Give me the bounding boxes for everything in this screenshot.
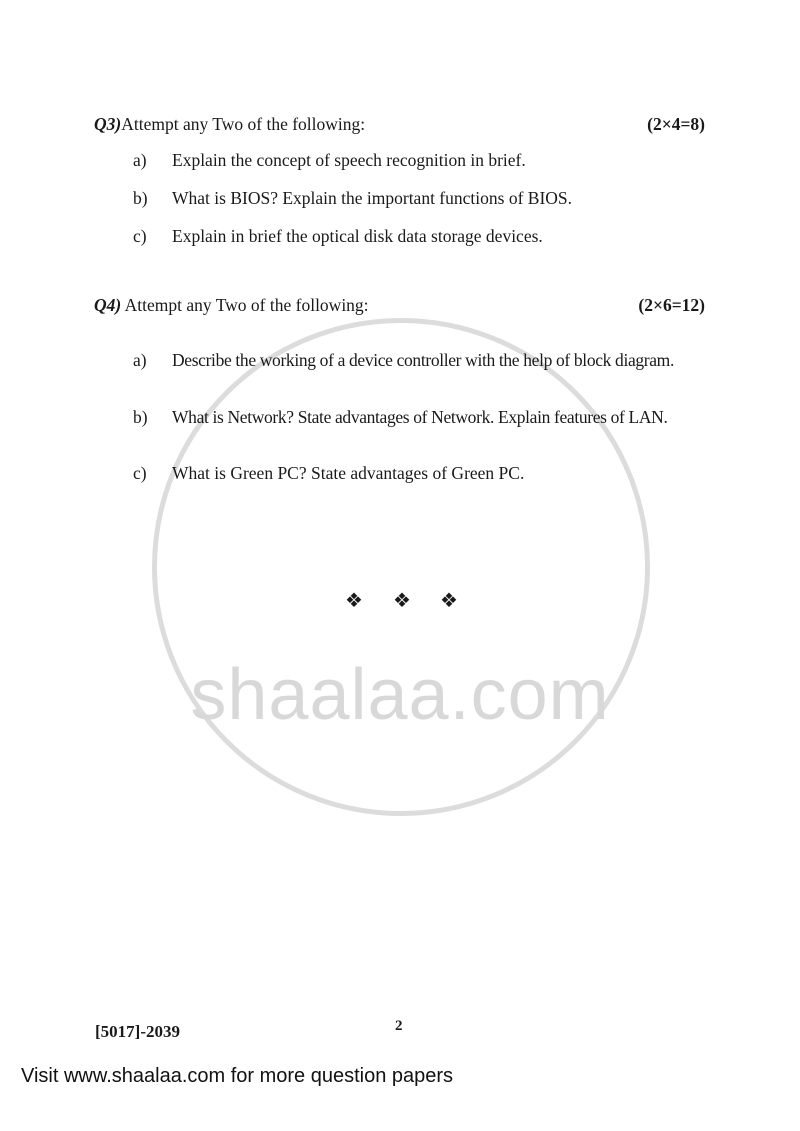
q4-item-label: a) [133,350,147,370]
q4-item-label: c) [133,463,147,483]
q3-item-label: a) [133,150,147,170]
q3-item-text: What is BIOS? Explain the important functions of BIOS. [172,188,573,208]
end-mark-icon: ❖ [393,590,411,612]
page-number: 2 [395,1018,403,1034]
end-mark-icon: ❖ [345,590,363,612]
paper-code: [5017]-2039 [95,1022,180,1041]
q4-item-text: What is Network? State advantages of Network. Explain features of LAN. [172,407,668,427]
watermark-text: shaalaa.com [190,655,610,735]
q4-item-text: What is Green PC? State advantages of Green PC. [172,463,525,483]
q3-item-text: Explain the concept of speech recognition in brief. [172,150,526,170]
q3-item-label: b) [133,188,148,208]
q4-heading [94,295,369,316]
q3-marks: (2×4=8) [647,114,705,134]
q4-instruction: Attempt any Two of the following: [124,295,369,315]
q3-item-label: c) [133,226,147,246]
visit-line: Visit www.shaalaa.com for more question papers [21,1065,454,1087]
q4-item-label: b) [133,407,148,427]
end-mark-icon: ❖ [440,590,458,612]
q3-item-text: Explain in brief the optical disk data storage devices. [172,226,543,246]
q4-marks: (2×6=12) [638,295,705,315]
q3-heading [94,114,365,135]
watermark-circle [152,318,650,816]
q3-instruction: Attempt any Two of the following: [121,114,366,134]
q3-number: Q3) [94,114,122,134]
q4-item-text: Describe the working of a device controller with the help of block diagram. [172,350,674,370]
q4-number: Q4) [94,295,122,315]
